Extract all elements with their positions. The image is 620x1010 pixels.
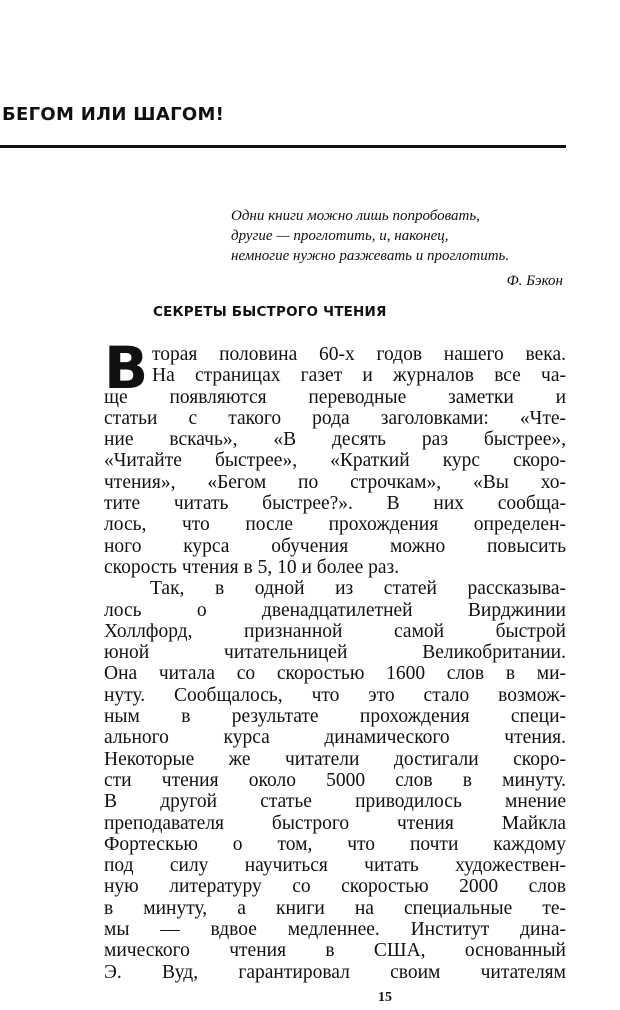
text-line: юной читательницей Великобритании. (104, 642, 566, 664)
text-line: тите читать быстрее?». В них сообща- (104, 493, 566, 515)
text-line: ние вскачь», «В десять раз быстрее», (104, 429, 566, 451)
text-line: нуту. Сообщалось, что это стало возмож- (104, 684, 566, 706)
section-heading: СЕКРЕТЫ БЫСТРОГО ЧТЕНИЯ (153, 304, 387, 320)
epigraph (231, 206, 571, 291)
text-line: в минуту, а книги на специальные те- (104, 897, 566, 919)
epigraph-line: Одни книги можно лишь попробовать, (231, 208, 480, 224)
text-line: под силу научиться читать художествен- (104, 855, 566, 877)
chapter-title: БЕГОМ ИЛИ ШАГОМ! (2, 104, 225, 125)
text-line: преподавателя быстрого чтения Майкла (104, 812, 566, 834)
text-line: ную литературу со скоростью 2000 слов (104, 876, 566, 898)
epigraph-author: Ф. Бэкон (506, 273, 563, 289)
text-line: Фортескью о том, что почти каждому (104, 833, 566, 855)
text-line: Так, в одной из статей рассказыва- (150, 578, 566, 600)
text-line: сти чтения около 5000 слов в минуту. (104, 769, 566, 791)
drop-cap: В (104, 334, 149, 402)
text-line: Э. Вуд, гарантировал своим читателям (104, 961, 566, 983)
text-line: ще появляются переводные заметки и (104, 386, 566, 408)
body-text (104, 334, 566, 983)
text-line: скорость чтения в 5, 10 и более раз. (104, 556, 400, 578)
text-line: ального курса динамического чтения. (104, 727, 566, 749)
text-line: лось, что после прохождения определен- (104, 514, 566, 536)
epigraph-line: другие — проглотить, и, наконец, (231, 228, 449, 244)
page-number: 15 (378, 990, 392, 1005)
text-line: мического чтения в США, основанный (104, 940, 566, 962)
text-line: Холлфорд, признанной самой быстрой (104, 620, 566, 642)
text-line: чтения», «Бегом по строчкам», «Вы хо- (104, 471, 566, 493)
text-line: ным в результате прохождения специ- (104, 706, 566, 728)
text-line: лось о двенадцатилетней Вирджинии (104, 599, 566, 621)
text-line: В другой статье приводилось мнение (104, 791, 566, 813)
epigraph-line: немногие нужно разжевать и проглотить. (231, 248, 510, 264)
chapter-rule (0, 145, 566, 148)
text-line: Она читала со скоростью 1600 слов в ми- (104, 663, 566, 685)
text-line: торая половина 60-х годов нашего века. (152, 344, 566, 365)
text-line: «Читайте быстрее», «Краткий курс скоро- (104, 450, 566, 472)
text-line: ного курса обучения можно повысить (104, 535, 566, 557)
text-line: мы — вдвое медленнее. Институт дина- (104, 919, 566, 941)
text-line: На страницах газет и журналов все ча- (152, 365, 566, 387)
text-line: статьи с такого рода заголовками: «Чте- (104, 407, 566, 429)
text-line: Некоторые же читатели достигали скоро- (104, 748, 566, 770)
